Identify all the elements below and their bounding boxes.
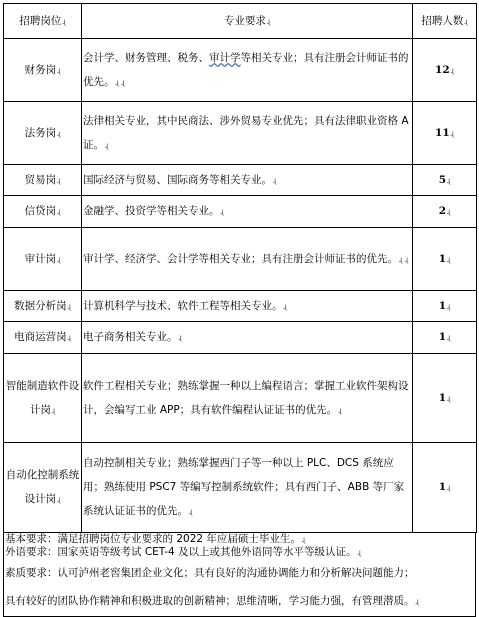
requirement-cell: 会计学、财务管理、税务、审计学等相关专业；具有注册会计师证书的优先。ɻ ɻ: [82, 39, 413, 102]
count-cell: 12ɻ: [413, 39, 477, 102]
table-row: [4, 322, 477, 354]
position-cell: 电商运营岗ɻ: [4, 322, 82, 354]
requirement-cell: 国际经济与贸易、国际商务等相关专业。ɻ: [82, 165, 413, 196]
table-row: [4, 165, 477, 196]
table-row: [4, 354, 477, 443]
general-requirements: [3, 533, 476, 617]
requirement-cell: 审计学、经济学、会计学等相关专业；具有注册会计师证书的优先。ɻ ɻ: [82, 228, 413, 291]
count-cell: 1ɻ: [413, 291, 477, 322]
table-row: [4, 228, 477, 291]
count-cell: 1ɻ: [413, 228, 477, 291]
position-cell: 法务岗ɻ: [4, 102, 82, 165]
spellcheck-word: 审计学: [209, 51, 241, 64]
table-row: [4, 39, 477, 102]
position-cell: 财务岗ɻ: [4, 39, 82, 102]
count-cell: 11ɻ: [413, 102, 477, 165]
count-cell: 2ɻ: [413, 196, 477, 228]
position-cell: 信贷岗ɻ: [4, 196, 82, 228]
count-cell: 1ɻ: [413, 443, 477, 533]
requirement-cell: 金融学、投资学等相关专业。ɻ: [82, 196, 413, 228]
count-cell: 1ɻ: [413, 322, 477, 354]
requirement-cell: 法律相关专业，其中民商法、涉外贸易专业优先；具有法律职业资格 A 证。ɻ: [82, 102, 413, 165]
english-requirement: 外语要求：国家英语等级考试 CET-4 及以上或其他外语同等水平等级认证。ɻ: [5, 546, 361, 558]
table-row: [4, 196, 477, 228]
quality-requirement-line-1: 素质要求：认可泸州老窖集团企业文化；具有良好的沟通协调能力和分析解决问题能力；: [5, 567, 415, 579]
table-row: [4, 291, 477, 322]
position-cell: 数据分析岗ɻ: [4, 291, 82, 322]
table-row: [4, 102, 477, 165]
header-count: 招聘人数ɻ: [413, 4, 477, 39]
recruitment-document: [3, 3, 476, 617]
requirement-cell: 软件工程相关专业；熟练掌握一种以上编程语言；掌握工业软件架构设计，会编写工业 APP；具有软件编程认证证书的优先。ɻ: [82, 354, 413, 443]
basic-requirement: 基本要求：满足招聘岗位专业要求的 2022 年应届硕士毕业生。ɻ: [5, 533, 306, 545]
position-cell: 审计岗ɻ: [4, 228, 82, 291]
position-cell: 智能制造软件设计岗ɻ: [4, 354, 82, 443]
requirement-cell: 电子商务相关专业。ɻ: [82, 322, 413, 354]
recruitment-table: [3, 3, 477, 533]
count-cell: 5ɻ: [413, 165, 477, 196]
header-position: 招聘岗位ɻ: [4, 4, 82, 39]
requirement-cell: 计算机科学与技术、软件工程等相关专业。ɻ: [82, 291, 413, 322]
position-cell: 贸易岗ɻ: [4, 165, 82, 196]
quality-requirement-line-2: 具有较好的团队协作精神和积极进取的创新精神；思维清晰，学习能力强，有管理潜质。ɻ: [5, 595, 419, 607]
count-cell: 1ɻ: [413, 354, 477, 443]
requirement-cell: 自动控制相关专业；熟练掌握西门子等一种以上 PLC、DCS 系统应用；熟练使用 PSC7 等编写控制系统软件；具有西门子、ABB 等厂家系统认证证书的优先。ɻ: [82, 443, 413, 533]
table-row: [4, 443, 477, 533]
position-cell: 自动化控制系统设计岗ɻ: [4, 443, 82, 533]
table-header-row: [4, 4, 477, 39]
header-requirement: 专业要求ɻ: [82, 4, 413, 39]
